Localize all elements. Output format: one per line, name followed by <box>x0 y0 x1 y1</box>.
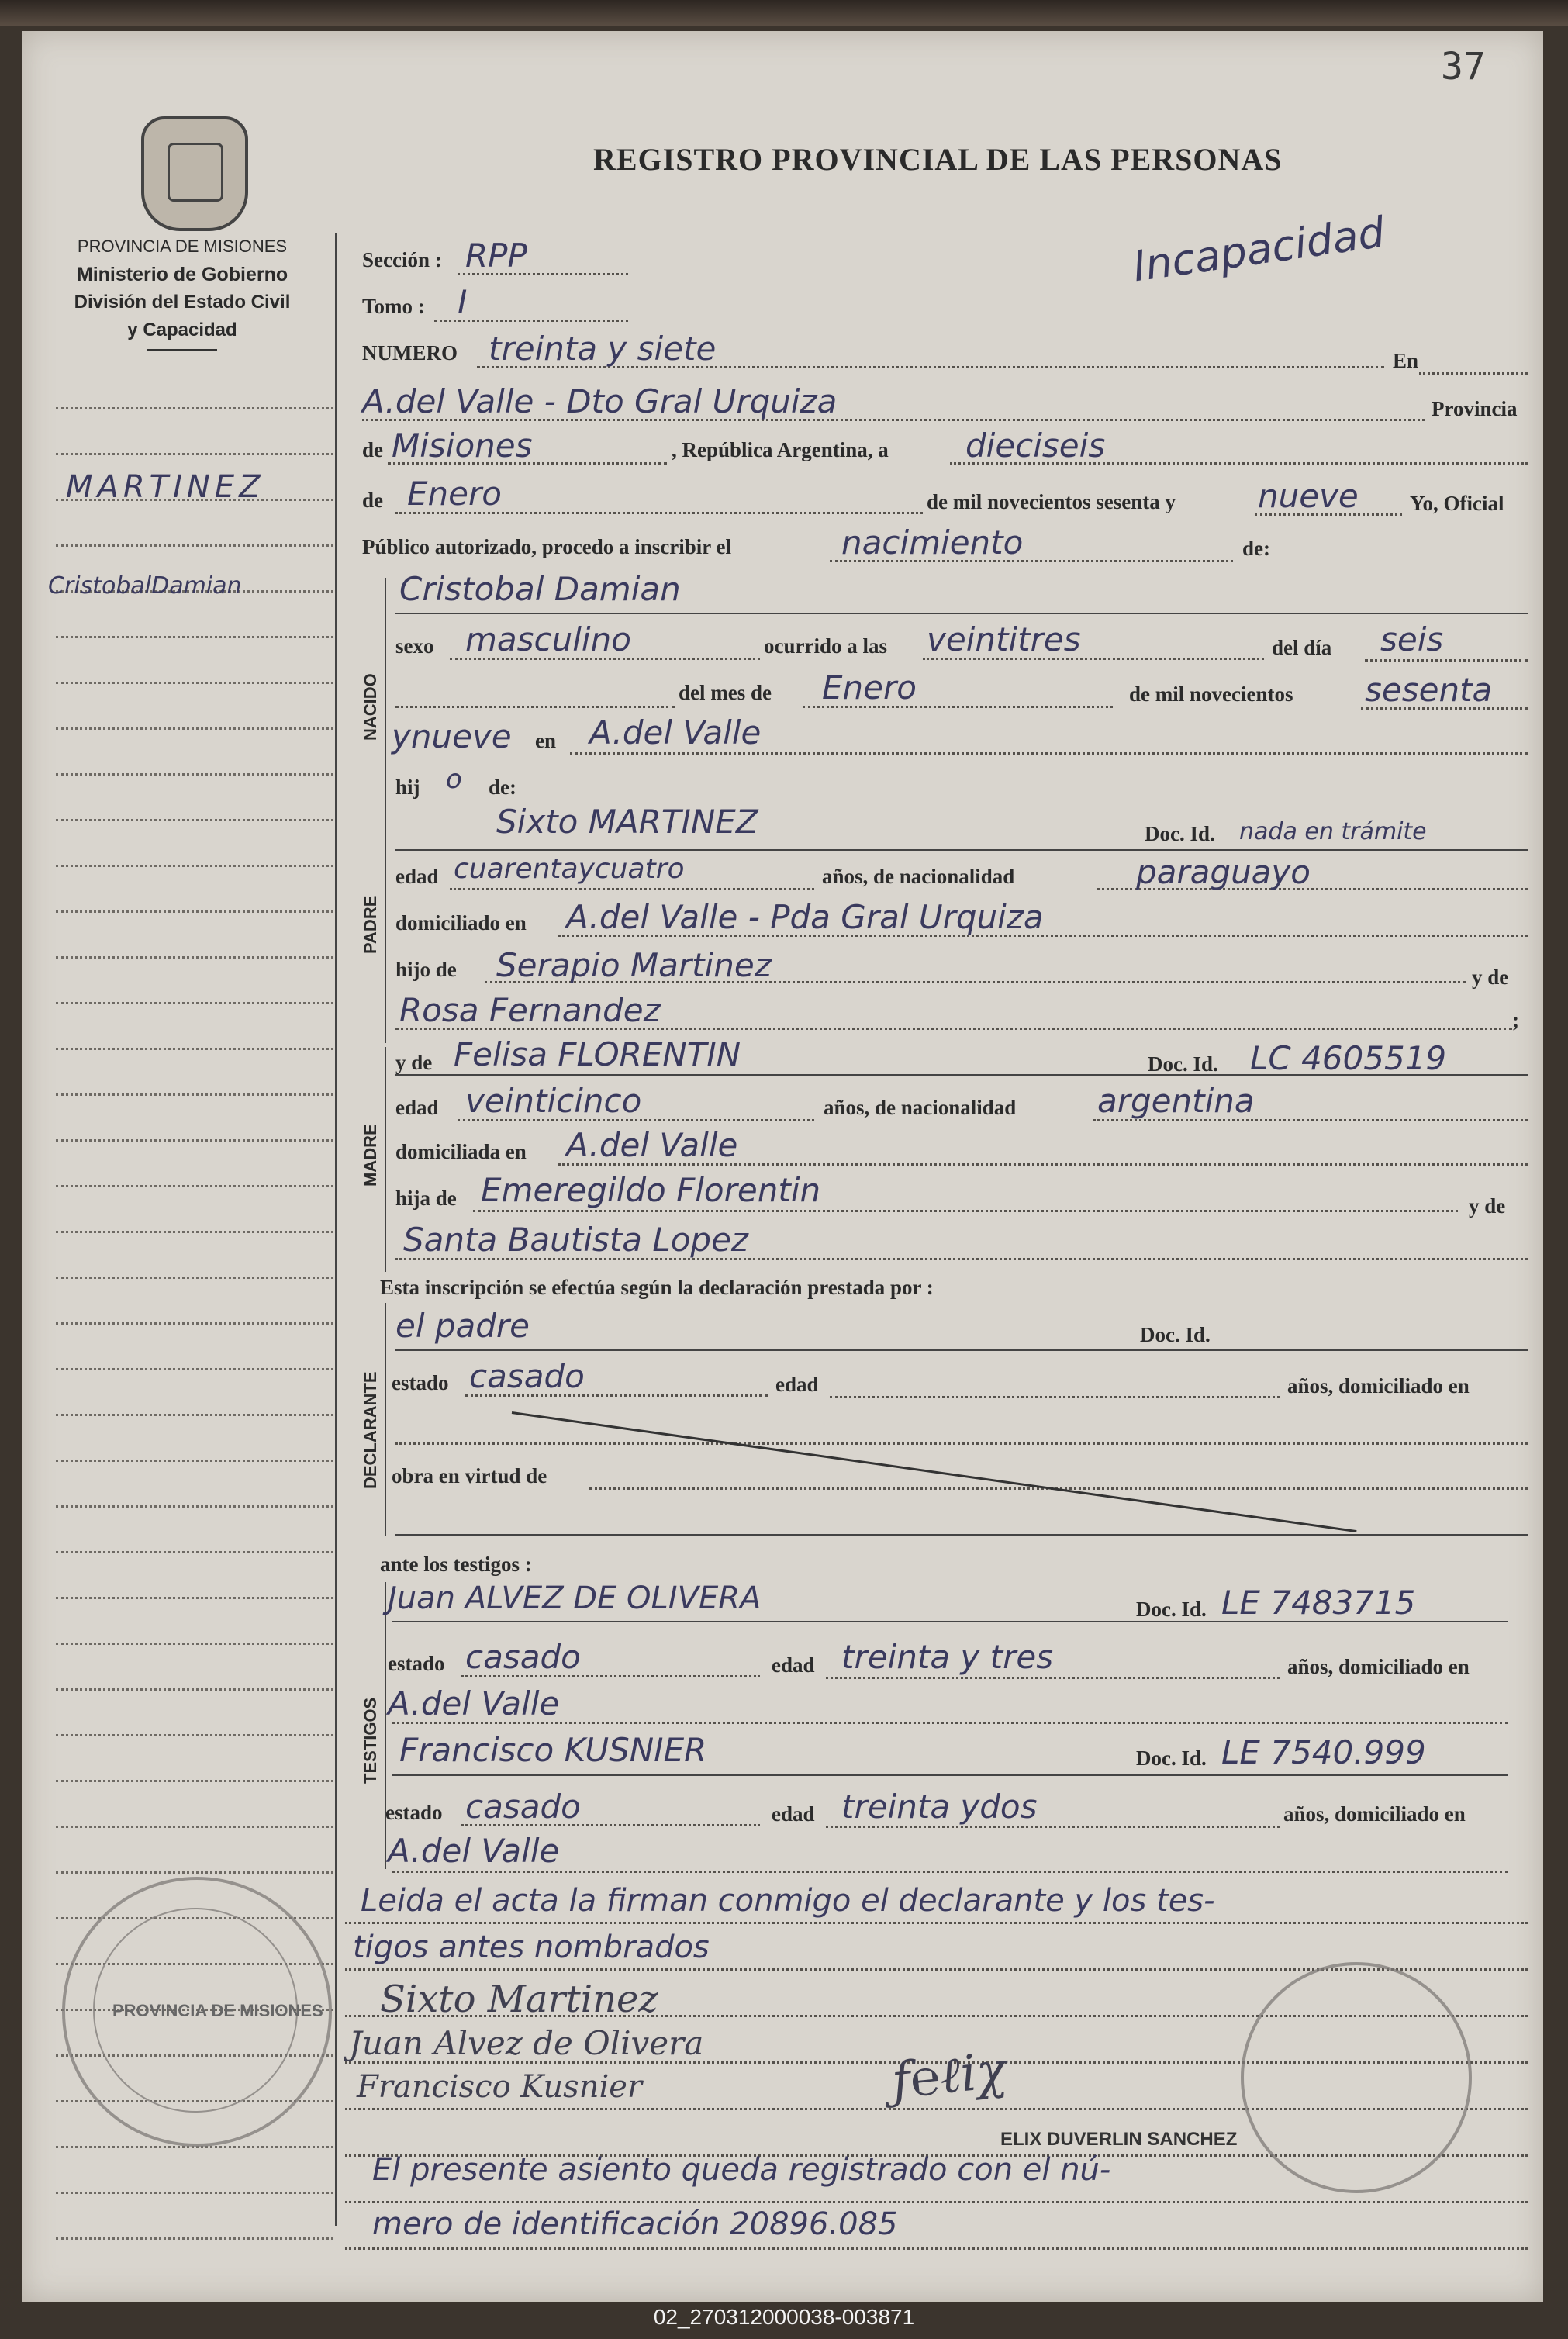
madre-hija-de-line <box>473 1210 1458 1212</box>
margin-dotted-line <box>56 1460 333 1462</box>
margin-surname: MARTINEZ <box>66 469 265 505</box>
numero-value: treinta y siete <box>489 330 717 368</box>
acto-value: nacimiento <box>841 523 1024 561</box>
lugar-line <box>570 752 1528 755</box>
testigo2-edad-line <box>826 1826 1280 1828</box>
testigo1-doc-label: Doc. Id. <box>1136 1598 1207 1621</box>
declaracion-label: Esta inscripción se efectúa según la declaración prestada por : <box>380 1276 934 1299</box>
margin-dotted-line <box>56 1597 333 1599</box>
testigo1-edad-value: treinta y tres <box>841 1638 1054 1676</box>
madre-nacionalidad-value: argentina <box>1097 1082 1255 1120</box>
sexo-value: masculino <box>465 620 631 658</box>
handwritten-mark: Incapacidad <box>1130 207 1388 292</box>
margin-dotted-line <box>56 2192 333 2194</box>
del-dia-label: del día <box>1272 636 1332 659</box>
month-value: Enero <box>407 475 502 513</box>
lugar-value: A.del Valle <box>589 713 762 751</box>
margin-dotted-line <box>56 1871 333 1874</box>
declarante-domicilio-line <box>395 1442 1528 1445</box>
margin-dotted-line <box>56 956 333 959</box>
madre-domicilio-value: A.del Valle <box>566 1126 738 1164</box>
official-stamp-right <box>1241 1962 1472 2193</box>
nacido-name-line <box>395 613 1528 614</box>
book-binding <box>0 0 1568 26</box>
en-label: En <box>1393 349 1419 372</box>
de3-label: de: <box>1242 537 1270 560</box>
margin-dotted-line <box>56 1780 333 1782</box>
padre-semicolon: ; <box>1512 1008 1519 1031</box>
margin-dotted-line <box>56 1826 333 1828</box>
declarante-estado-label: estado <box>392 1371 449 1394</box>
oficial-label: Yo, Oficial <box>1410 492 1504 515</box>
nacido-name: Cristobal Damian <box>399 570 681 608</box>
margin-dotted-line <box>56 1048 333 1050</box>
ocurrido-label: ocurrido a las <box>764 634 887 658</box>
sexo-label: sexo <box>395 634 434 658</box>
declarante-bracket <box>385 1303 386 1536</box>
declarante-name: el padre <box>395 1307 530 1345</box>
margin-dotted-line <box>56 727 333 730</box>
nacido-bracket <box>385 578 386 818</box>
declarante-doc-label: Doc. Id. <box>1140 1323 1211 1346</box>
testigo2-estado-label: estado <box>385 1801 443 1824</box>
margin-dotted-line <box>56 1277 333 1279</box>
margin-dotted-line <box>56 910 333 913</box>
margin-dotted-line <box>56 1093 333 1096</box>
mil-label: de mil novecientos <box>1129 682 1293 706</box>
padre-anios-label: años, de nacionalidad <box>822 865 1015 888</box>
madre-madre-de: Santa Bautista Lopez <box>403 1221 748 1259</box>
margin-dotted-line <box>56 1505 333 1508</box>
margin-dotted-line <box>56 1231 333 1233</box>
margin-dotted-line <box>56 1734 333 1736</box>
province-name: PROVINCIA DE MISIONES <box>77 237 288 256</box>
nacido-section-label: NACIDO <box>361 673 380 741</box>
provincia-value: Misiones <box>392 427 533 465</box>
testigo1-name: Juan ALVEZ DE OLIVERA <box>388 1581 762 1616</box>
closing-line-1: Leida el acta la firman conmigo el declarante y los tes- <box>361 1883 1215 1919</box>
testigo1-edad-label: edad <box>772 1653 815 1677</box>
padre-doc-value: nada en trámite <box>1239 818 1427 845</box>
signature-witness-2: Francisco Kusnier <box>357 2069 643 2105</box>
en-lugar-label: en <box>535 729 556 752</box>
testigo1-doc-value: LE 7483715 <box>1221 1584 1416 1622</box>
margin-dotted-line <box>56 773 333 776</box>
closing-dotted-line <box>345 2247 1528 2250</box>
note-line-2: mero de identificación 20896.085 <box>372 2206 898 2242</box>
seccion-label: Sección : <box>362 248 442 271</box>
margin-dotted-line <box>56 1322 333 1325</box>
mes-pre-line <box>395 706 675 708</box>
testigo1-domicilio-value: A.del Valle <box>388 1684 560 1722</box>
place-value: A.del Valle - Dto Gral Urquiza <box>362 382 838 420</box>
de2-label: de <box>362 489 383 512</box>
madre-domicilio-label: domiciliada en <box>395 1140 527 1163</box>
dia-line <box>1365 659 1528 662</box>
header-rule <box>147 349 217 351</box>
testigo2-name: Francisco KUSNIER <box>399 1731 707 1769</box>
madre-padre-de: Emeregildo Florentin <box>481 1171 821 1209</box>
mes-label: del mes de <box>679 681 772 704</box>
margin-dotted-line <box>56 1185 333 1187</box>
year-value: nueve <box>1258 477 1359 515</box>
note-line-1: El presente asiento queda registrado con el nú- <box>372 2152 1111 2188</box>
madre-doc-label: Doc. Id. <box>1148 1052 1218 1076</box>
margin-dotted-line <box>56 1551 333 1553</box>
padre-doc-label: Doc. Id. <box>1145 822 1215 845</box>
page-title: REGISTRO PROVINCIAL DE LAS PERSONAS <box>593 142 1283 177</box>
hora-value: veintitres <box>927 620 1081 658</box>
testigo2-estado-value: casado <box>465 1788 581 1826</box>
division-name: División del Estado Civil <box>74 292 291 313</box>
padre-y-de-label: y de <box>1472 966 1509 989</box>
padre-name: Sixto MARTINEZ <box>496 803 758 841</box>
margin-given-names: CristobalDamian <box>48 572 242 599</box>
signature-father: Sixto Martinez <box>380 1978 658 2021</box>
testigo2-edad-value: treinta ydos <box>841 1788 1038 1826</box>
scan-id: 02_270312000038-003871 <box>653 2305 915 2329</box>
margin-dotted-line <box>56 819 333 821</box>
testigos-ante-label: ante los testigos : <box>380 1553 532 1576</box>
testigo1-edad-line <box>826 1677 1280 1679</box>
anio-value: sesenta <box>1365 671 1493 709</box>
stamp-left-text: PROVINCIA DE MISIONES <box>112 2001 323 2020</box>
hijo-label: hij <box>395 776 420 799</box>
official-name: ELIX DUVERLIN SANCHEZ <box>1000 2129 1238 2150</box>
autorizado-label: Público autorizado, procedo a inscribir el <box>362 535 731 558</box>
day-value: dieciseis <box>965 427 1106 465</box>
declarante-domicilio-label: años, domiciliado en <box>1287 1374 1470 1398</box>
padre-domicilio-value: A.del Valle - Pda Gral Urquiza <box>566 898 1044 936</box>
padre-edad-value: cuarentaycuatro <box>454 853 685 885</box>
madre-edad-label: edad <box>395 1096 439 1119</box>
page-number: 37 <box>1441 45 1486 88</box>
margin-dotted-line <box>56 453 333 455</box>
testigo2-domicilio-value: A.del Valle <box>388 1832 560 1870</box>
madre-bracket <box>385 1047 386 1272</box>
seccion-value: RPP <box>465 237 527 275</box>
tomo-label: Tomo : <box>362 295 425 318</box>
declarante-estado-value: casado <box>469 1357 585 1395</box>
declarante-edad-line <box>830 1396 1280 1398</box>
margin-dotted-line <box>56 2237 333 2240</box>
testigo1-domicilio-label: años, domiciliado en <box>1287 1655 1470 1678</box>
padre-edad-label: edad <box>395 865 439 888</box>
declarante-obra-label: obra en virtud de <box>392 1464 547 1487</box>
anio-cont: ynueve <box>392 717 512 755</box>
en-line <box>1419 372 1528 375</box>
padre-section-label: PADRE <box>361 895 380 954</box>
margin-dotted-line <box>56 1002 333 1004</box>
column-divider <box>335 233 337 2226</box>
padre-domicilio-label: domiciliado en <box>395 911 527 935</box>
padre-bracket <box>385 818 386 1043</box>
signature-witness-1: Juan Alvez de Olivera <box>349 2024 704 2062</box>
margin-dotted-line <box>56 544 333 547</box>
testigo2-domicilio-line <box>392 1871 1508 1873</box>
issuing-office <box>43 233 322 356</box>
testigo2-edad-label: edad <box>772 1802 815 1826</box>
madre-section-label: MADRE <box>361 1124 380 1187</box>
margin-dotted-line <box>56 1414 333 1416</box>
margin-dotted-line <box>56 682 333 684</box>
testigo1-estado-value: casado <box>465 1638 581 1676</box>
margin-dotted-line <box>56 407 333 409</box>
margin-dotted-line <box>56 1643 333 1645</box>
padre-edad-line <box>450 888 814 890</box>
tomo-value: I <box>458 283 468 321</box>
padre-name-line <box>395 849 1528 851</box>
closing-dotted-line <box>345 1922 1528 1924</box>
madre-y-de-label: y de <box>395 1051 433 1074</box>
year-label: de mil novecientos sesenta y <box>927 490 1176 513</box>
madre-hija-de-label: hija de <box>395 1187 457 1210</box>
provincia-label: Provincia <box>1432 397 1518 420</box>
padre-hijo-de-label: hijo de <box>395 958 457 981</box>
official-signature: ƒ℮ℓiχ <box>889 2041 1010 2111</box>
testigo2-domicilio-label: años, domiciliado en <box>1283 1802 1466 1826</box>
republica-label: , República Argentina, a <box>672 438 889 461</box>
testigos-bracket <box>385 1582 386 1869</box>
declarante-end-line <box>395 1534 1528 1536</box>
padre-nacionalidad-value: paraguayo <box>1136 853 1311 891</box>
mes-value: Enero <box>822 669 917 707</box>
closing-line-2: tigos antes nombrados <box>353 1930 710 1965</box>
testigo2-name-line <box>392 1774 1508 1776</box>
padre-padre-de: Serapio Martinez <box>496 946 772 984</box>
madre-y-de2-label: y de <box>1469 1194 1506 1218</box>
ministry-name: Ministerio de Gobierno <box>76 264 288 285</box>
testigo2-doc-value: LE 7540.999 <box>1221 1733 1426 1771</box>
declarante-name-line <box>395 1349 1528 1351</box>
madre-edad-value: veinticinco <box>465 1082 642 1120</box>
hijo-suffix: o <box>446 764 462 795</box>
capacity-name: y Capacidad <box>127 320 237 340</box>
testigos-section-label: TESTIGOS <box>361 1697 380 1784</box>
declarante-section-label: DECLARANTE <box>361 1371 380 1489</box>
coat-of-arms-seal <box>141 116 248 231</box>
hijo-de-label: de: <box>489 776 516 799</box>
numero-label: NUMERO <box>362 341 458 364</box>
margin-dotted-line <box>56 1368 333 1370</box>
testigo1-estado-label: estado <box>388 1652 445 1675</box>
dia-value: seis <box>1380 620 1444 658</box>
margin-dotted-line <box>56 1139 333 1142</box>
declarante-edad-label: edad <box>775 1373 819 1396</box>
madre-doc-value: LC 4605519 <box>1250 1039 1447 1077</box>
closing-dotted-line <box>345 2201 1528 2203</box>
madre-anios-label: años, de nacionalidad <box>824 1096 1017 1119</box>
margin-dotted-line <box>56 636 333 638</box>
padre-madre-de: Rosa Fernandez <box>399 991 661 1029</box>
madre-name: Felisa FLORENTIN <box>454 1035 741 1073</box>
testigo2-doc-label: Doc. Id. <box>1136 1746 1207 1770</box>
de-label: de <box>362 438 383 461</box>
margin-dotted-line <box>56 1688 333 1691</box>
margin-dotted-line <box>56 865 333 867</box>
